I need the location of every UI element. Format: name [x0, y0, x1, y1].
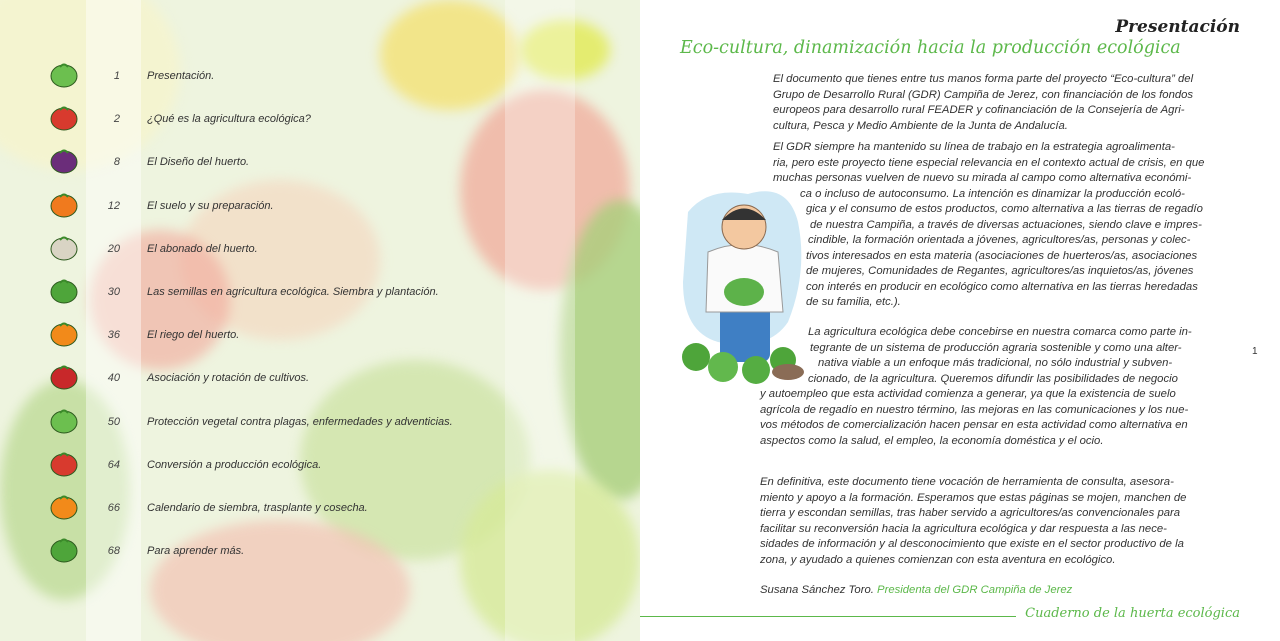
cabbage-icon [48, 279, 80, 305]
toc-page-number: 68 [107, 545, 120, 558]
body-line: cindible, la formación orientada a jóvenes, agricultores/as, personas y colec- [808, 234, 1191, 246]
toc-title: El Diseño del huerto. [147, 156, 250, 169]
toc-title: Calendario de siembra, trasplante y cosecha. [147, 502, 368, 514]
body-line: El GDR siempre ha mantenido su línea de trabajo en la estrategia agroalimenta- [773, 141, 1175, 153]
body-line: nativa viable a un enfoque más tradicional, no sólo industrial y subven- [818, 357, 1173, 369]
toc-title: El abonado del huerto. [147, 242, 258, 255]
body-line: aspectos como la salud, el empleo, la economía doméstica y el ocio. [760, 434, 1104, 447]
page-subtitle: Eco-cultura, dinamización hacia la producción ecológica [680, 38, 1181, 58]
toc-item[interactable] [0, 498, 560, 520]
toc-item[interactable] [0, 152, 560, 174]
body-line: muchas personas vuelven de nuevo su mirada al campo como alternativa económi- [773, 172, 1192, 184]
footer-title: Cuaderno de la huerta ecológica [1025, 606, 1240, 621]
body-line: Grupo de Desarrollo Rural (GDR) Campiña de Jerez, con financiación de los fondos [773, 88, 1194, 101]
body-line: con interés en producir en ecológico como alternativa en las tierras heredadas [806, 280, 1198, 293]
body-line: europeos para desarrollo rural FEADER y cofinanciación de la Consejería de Agri- [773, 104, 1185, 116]
body-line: vos métodos de comercialización hacen pensar en esta actividad como alternativa en [760, 419, 1188, 431]
signature-name: Susana Sánchez Toro. [760, 584, 874, 596]
carrot-icon [48, 193, 80, 219]
body-line: miento y apoyo a la formación. Esperamos que estas páginas se mojen, manchen de [760, 491, 1187, 504]
toc-item[interactable] [0, 455, 560, 477]
toc-item[interactable] [0, 541, 560, 563]
body-line: cultura, Pesca y Medio Ambiente de la Junta de Andalucía. [773, 119, 1068, 132]
body-line: zona, y ayudado a quienes comienzan con esta aventura en ecológico. [760, 553, 1116, 566]
body-line: y autoempleo que esta actividad comienza a generar, ya que la existencia de suelo [760, 388, 1176, 400]
toc-item[interactable] [0, 282, 560, 304]
toc-title: El suelo y su preparación. [147, 199, 274, 212]
toc-title: Para aprender más. [147, 545, 245, 558]
toc-page-number: 12 [107, 199, 120, 212]
signature-role: Presidenta del GDR Campiña de Jerez [877, 584, 1073, 596]
orange-icon [48, 322, 80, 348]
body-line: sidades de información y al desconocimiento que existe en el sector productivo de la [760, 538, 1184, 550]
body-line: de mujeres, Comunidades de Regantes, agricultores/as inquietos/as, jóvenes [806, 265, 1194, 277]
toc-title: Presentación. [147, 70, 215, 82]
lettuce-icon [48, 409, 80, 435]
toc-page-number: 50 [107, 415, 120, 428]
toc-item[interactable] [0, 109, 560, 131]
toc-item[interactable] [0, 196, 560, 218]
toc-item[interactable] [0, 66, 560, 88]
body-line: ca o incluso de autoconsumo. La intención es dinamizar la producción ecoló- [800, 187, 1185, 200]
toc-page-number: 36 [107, 329, 120, 342]
toc-title: El riego del huerto. [147, 329, 240, 342]
eggplant-icon [48, 149, 80, 175]
body-line: gica y el consumo de estos productos, como alternativa a las tierras de regadío [806, 203, 1203, 215]
body-line: ria, pero este proyecto tiene especial relevancia en el contexto actual de crisis, en que [773, 156, 1205, 169]
page-title: Presentación [1115, 17, 1240, 37]
body-line: tivos interesados en esta materia (asociaciones de huerteros/as, asociaciones [806, 249, 1198, 262]
toc-page-number: 20 [107, 242, 120, 255]
toc-page-number: 64 [107, 458, 120, 471]
toc-item[interactable] [0, 239, 560, 261]
right-page-presentation [640, 0, 1280, 641]
orange-icon [48, 495, 80, 521]
toc-page-number: 8 [113, 156, 120, 169]
footer-rule [640, 616, 1016, 617]
body-line: agrícola de regadío en nuestro término, las mejoras en las comunicaciones y los nue- [760, 403, 1189, 416]
toc-page-number: 1 [113, 70, 120, 82]
body-line: facilitar su reconversión hacia la agricultura ecológica y dar respuesta a las nece- [760, 522, 1167, 535]
body-line: tegrante de un sistema de producción agraria sostenible y como una alter- [810, 341, 1182, 354]
toc-title: ¿Qué es la agricultura ecológica? [147, 113, 311, 126]
toc-page-number: 30 [107, 286, 120, 298]
radish-icon [48, 106, 80, 132]
page-number: 1 [1252, 346, 1258, 357]
farmer-illustration [678, 182, 808, 392]
toc-page-number: 66 [107, 502, 120, 514]
radish-icon [48, 452, 80, 478]
toc-item[interactable] [0, 325, 560, 347]
body-line: La agricultura ecológica debe concebirse en nuestra comarca como parte in- [808, 326, 1192, 338]
signature [760, 583, 1072, 597]
body-line: de nuestra Campiña, a través de diversas actuaciones, siendo clave e impres- [810, 218, 1202, 231]
toc-title: Las semillas en agricultura ecológica. Siembra y plantación. [147, 286, 439, 298]
toc-title: Conversión a producción ecológica. [147, 458, 322, 471]
toc-title: Asociación y rotación de cultivos. [147, 372, 310, 385]
toc-title: Protección vegetal contra plagas, enfermedades y adventicias. [147, 415, 453, 428]
pepper-icon [48, 365, 80, 391]
garlic-icon [48, 236, 80, 262]
body-line: tierra y escondan semillas, tras haber servido a agricultores/as convencionales para [760, 507, 1181, 519]
body-line: cionado, de la agricultura. Queremos difundir las posibilidades de negocio [808, 372, 1178, 385]
toc-item[interactable] [0, 412, 560, 434]
body-line: En definitiva, este documento tiene vocación de herramienta de consulta, asesora- [760, 476, 1174, 488]
body-line: El documento que tienes entre tus manos forma parte del proyecto “Eco-cultura” del [773, 73, 1194, 85]
body-line: de su familia, etc.). [806, 296, 901, 308]
lettuce-icon [48, 63, 80, 89]
toc-page-number: 2 [113, 113, 120, 126]
cabbage-icon [48, 538, 80, 564]
toc-item[interactable] [0, 368, 560, 390]
toc-page-number: 40 [107, 372, 120, 385]
